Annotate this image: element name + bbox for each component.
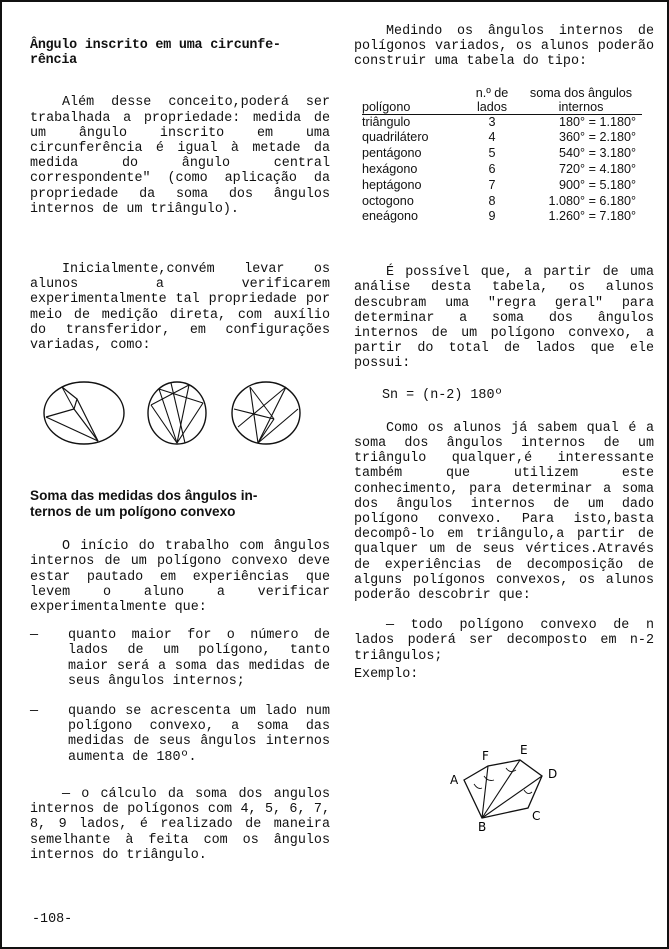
bullet-dash: — <box>30 704 39 720</box>
heading-polygon-angle-sum <box>30 488 330 520</box>
bullet-add-side-text: quando se acrescenta um lado num polígono convexo, a soma das medidas de seus ângulos internos aumenta de 180º. <box>68 704 330 765</box>
left-column <box>30 38 330 863</box>
polygon-angle-table <box>362 86 642 226</box>
page-number: -108- <box>32 912 73 927</box>
table-cell-polygon: triângulo <box>362 114 411 129</box>
table-body <box>362 114 642 225</box>
paragraph-inscribed-angle-property: Além desse conceito,poderá ser trabalhada a propriedade: medida de um ângulo inscrito em uma circunferência é igual à metade da medida do ângulo central correspondente" (como aplicação da propriedade da soma dos ângulos internos de um triângulo). <box>30 95 330 217</box>
table-cell-sides: 8 <box>488 193 496 208</box>
table-cell-sides: 7 <box>488 177 496 192</box>
bullet-more-sides <box>30 628 330 689</box>
table-header-row <box>362 86 642 115</box>
heading-polygon-angle-sum-line-2: ternos de um polígono convexo <box>30 504 236 520</box>
paragraph-general-rule: É possível que, a partir de uma análise desta tabela, os alunos descubram uma "regra geral" para determinar a soma dos ângulos internos de um polígono convexo, a partir do total de lados que ele possui: <box>354 265 654 372</box>
circle-figure-2 <box>145 379 209 447</box>
table-row <box>362 178 642 194</box>
paragraph-n-minus-2-triangles: — todo polígono convexo de n lados poderá ser decomposto em n-2 triângulos; <box>354 618 654 664</box>
table-cell-sum: 1.260° = 7.180° <box>548 209 636 224</box>
example-label: Exemplo: <box>354 666 419 682</box>
bullet-dash: — <box>30 628 39 644</box>
table-header-polygon: polígono <box>362 99 411 114</box>
vertex-label-a: A <box>450 773 459 788</box>
vertex-label-d: D <box>548 767 558 782</box>
table-cell-sum: 540° = 3.180° <box>559 146 636 161</box>
heading-inscribed-angle-line-1: Ângulo inscrito em uma circunfe- <box>30 38 281 53</box>
table-cell-sum: 900° = 5.180° <box>559 177 636 192</box>
paragraph-experimental-verification: Inicialmente,convém levar os alunos a verificarem experimentalmente tal propriedade por meio de medição direta, com auxílio do transferidor, em configurações variadas, como: <box>30 262 330 354</box>
table-cell-polygon: pentágono <box>362 146 422 161</box>
bullet-add-side <box>30 704 330 765</box>
table-row <box>362 209 642 225</box>
heading-polygon-angle-sum-line-1: Soma das medidas dos ângulos in- <box>30 488 258 504</box>
table-header-sides: n.º de lados <box>475 85 509 114</box>
hexagon-decomposition-figure <box>444 732 584 832</box>
table-cell-polygon: quadrilátero <box>362 130 429 145</box>
table-cell-polygon: hexágono <box>362 162 418 176</box>
table-cell-sides: 4 <box>488 130 496 145</box>
bullet-more-sides-text: quanto maior for o número de lados de um polígono, tanto maior será a soma das medidas de seus ângulos internos; <box>68 628 330 689</box>
vertex-label-c: C <box>532 809 541 824</box>
table-cell-sides: 9 <box>488 209 496 224</box>
table-cell-polygon: heptágono <box>362 177 422 192</box>
vertex-label-f: F <box>482 749 489 764</box>
right-column <box>354 24 654 832</box>
table-cell-sum: 1.080° = 6.180° <box>548 193 636 208</box>
heading-inscribed-angle <box>30 38 330 68</box>
vertex-label-b: B <box>478 820 487 833</box>
table-row <box>362 194 642 210</box>
table-cell-sum: 720° = 4.180° <box>559 162 636 176</box>
inscribed-angle-figures <box>42 379 304 447</box>
table-cell-sides: 6 <box>488 162 496 176</box>
vertex-label-e: E <box>520 743 528 758</box>
paragraph-table-intro: Medindo os ângulos internos de polígonos variados, os alunos poderão construir uma tabela do tipo: <box>354 24 654 70</box>
circle-figure-1 <box>42 379 126 447</box>
table-cell-sum: 180° = 1.180° <box>559 114 636 129</box>
table-cell-sides: 5 <box>488 146 496 161</box>
table-row <box>362 114 642 130</box>
paragraph-polygon-intro: O início do trabalho com ângulos internos de um polígono convexo deve estar pautado em experiências que levem o aluno a verificar experimentalmente que: <box>30 539 330 616</box>
paragraph-calculation-method: — o cálculo da soma dos angulos internos de polígonos com 4, 5, 6, 7, 8, 9 lados, é realizado de maneira semelhante à feita com os ângulos internos do triângulo. <box>30 786 330 863</box>
paragraph-triangle-decomposition: Como os alunos já sabem qual é a soma dos ângulos internos de um triângulo qualquer,é interessante também que utilizem este conhecimento, para determinar a soma dos ângulos internos de um dado polígono convexo. Para isto,basta decompô-lo em triângulo,a partir de qualquer um de seus vértices.Através de experiências de decomposição de alguns polígonos convexos, os alunos poderão descobrir que: <box>354 420 654 604</box>
table-cell-sum: 360° = 2.180° <box>559 130 636 145</box>
table-row <box>362 162 642 178</box>
table-cell-sides: 3 <box>488 114 496 129</box>
circle-figure-3 <box>228 379 304 447</box>
table-cell-polygon: octogono <box>362 193 414 208</box>
table-cell-polygon: eneágono <box>362 209 419 224</box>
heading-inscribed-angle-line-2: rência <box>30 53 78 69</box>
table-header-sum: soma dos ângulos internos <box>529 85 633 114</box>
table-row <box>362 146 642 162</box>
formula-angle-sum: Sn = (n-2) 180º <box>382 387 503 403</box>
table-row <box>362 130 642 146</box>
